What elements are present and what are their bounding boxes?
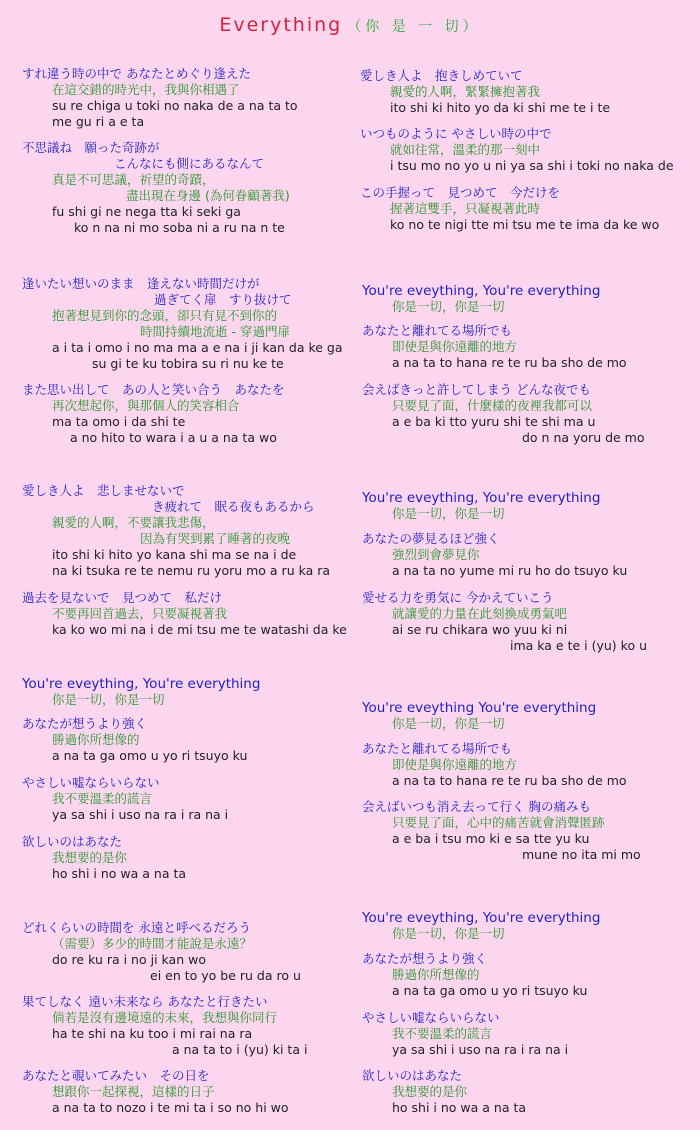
- lyric-stanza: [362, 531, 627, 579]
- lyric-romaji: ito shi ki hito yo kana shi ma se na i de: [52, 547, 297, 562]
- lyric-chinese: 我想要的是你: [52, 850, 128, 865]
- lyric-romaji: a na ta no yume mi ru ho do tsuyo ku: [392, 563, 628, 578]
- lyric-japanese: 果てしなく 遠い未来なら あなたと行きたい: [22, 994, 268, 1009]
- lyric-romaji: ho shi i no wa a na ta: [52, 866, 187, 881]
- lyric-chinese: 即使是與你遠離的地方: [392, 757, 518, 772]
- lyric-english: You're eveything, You're everything: [362, 910, 601, 926]
- lyric-japanese: き疲れて 眠る夜もあるから: [152, 499, 315, 514]
- lyric-romaji: ya sa shi i uso na ra i ra na i: [392, 1042, 569, 1057]
- lyric-stanza: [362, 951, 587, 999]
- lyric-japanese: いつものように やさしい時の中で: [360, 126, 552, 141]
- lyric-japanese: やさしい嘘ならいらない: [22, 775, 160, 790]
- lyric-chinese: （需要）多少的時間才能說是永遠？: [52, 936, 253, 951]
- lyric-romaji: a na ta to hana re te ru ba sho de mo: [392, 773, 627, 788]
- song-title: [0, 14, 700, 36]
- lyric-romaji: ha te shi na ku too i mi rai na ra: [52, 1026, 253, 1041]
- lyric-chinese: 勝過你所想像的: [52, 732, 140, 747]
- lyric-english: You're eveything, You're everything: [22, 676, 261, 692]
- lyric-romaji: ai se ru chikara wo yuu ki ni: [392, 622, 568, 637]
- lyric-stanza: [362, 490, 600, 522]
- lyric-japanese: あなたと離れてる場所でも: [362, 323, 513, 338]
- lyric-stanza: [22, 676, 260, 708]
- lyric-japanese: また思い出して あの人と笑い合う あなたを: [22, 382, 285, 397]
- lyric-chinese: 強烈到會夢見你: [392, 547, 480, 562]
- lyric-romaji: ko n na ni mo soba ni a ru na n te: [74, 220, 285, 235]
- lyric-chinese: 不要再回首過去，只要凝視著我: [52, 606, 228, 621]
- lyric-stanza: [22, 716, 247, 764]
- lyric-stanza: [362, 1068, 526, 1116]
- lyric-japanese: 愛しき人よ 抱きしめていて: [360, 68, 523, 83]
- lyric-stanza: [22, 994, 307, 1058]
- lyric-japanese: 会えばきっと許してしまう どんな夜でも: [362, 382, 591, 397]
- title-chinese: （你 是 一 切）: [347, 19, 481, 35]
- lyric-romaji: a no hito to wara i a u a na ta wo: [70, 430, 277, 445]
- lyric-romaji: do n na yoru de mo: [522, 430, 645, 445]
- lyric-chinese: 倘若是沒有邊境遠的未來，我想與你同行: [52, 1010, 278, 1025]
- lyric-stanza: [22, 590, 347, 638]
- lyric-japanese: 会えばいつも消え去って行く 胸の痛みも: [362, 799, 591, 814]
- lyric-stanza: [22, 382, 285, 446]
- lyric-japanese: すれ違う時の中で あなたとめぐり逢えた: [22, 66, 251, 81]
- lyric-romaji: su gi te ku tobira su ri nu ke te: [92, 356, 284, 371]
- lyric-stanza: [362, 1010, 568, 1058]
- lyric-chinese: 你是一切，你是一切: [392, 506, 505, 521]
- lyric-stanza: [22, 276, 343, 372]
- lyric-romaji: mune no ita mi mo: [522, 847, 641, 862]
- lyric-chinese: 親愛的人啊，不要讓我悲傷，: [52, 515, 215, 530]
- lyric-chinese: 你是一切，你是一切: [392, 716, 505, 731]
- lyric-chinese: 真是不可思議，祈望的奇蹟，: [52, 172, 215, 187]
- lyric-japanese: 逢いたい想いのまま 逢えない時間だけが: [22, 276, 260, 291]
- lyric-chinese: 就如往常，溫柔的那一刻中: [390, 142, 541, 157]
- lyric-stanza: [22, 1068, 289, 1116]
- lyric-romaji: fu shi gi ne nega tta ki seki ga: [52, 204, 241, 219]
- lyric-chinese: 盡出現在身邊 (為何眷顧著我): [126, 188, 290, 203]
- lyric-stanza: [362, 323, 627, 371]
- lyric-stanza: [22, 920, 301, 984]
- lyric-chinese: 再次想起你，與那個人的笑容相合: [52, 398, 240, 413]
- lyric-stanza: [362, 382, 645, 446]
- lyric-japanese: どれくらいの時間を 永遠と呼べるだろう: [22, 920, 251, 935]
- lyric-japanese: やさしい嘘ならいらない: [362, 1010, 500, 1025]
- lyric-japanese: あなたが想うより強く: [362, 951, 488, 966]
- lyric-romaji: ka ko wo mi na i de mi tsu me te watashi da ke: [52, 622, 347, 637]
- lyric-japanese: 過ぎてく扉 すり抜けて: [154, 292, 292, 307]
- lyric-chinese: 只要見了面，心中的痛苦就會消聲匿跡: [392, 815, 605, 830]
- lyric-chinese: 想跟你一起探視，這樣的日子: [52, 1084, 215, 1099]
- lyric-romaji: a na ta ga omo u yo ri tsuyo ku: [52, 748, 248, 763]
- lyric-romaji: su re chiga u toki no naka de a na ta to: [52, 98, 298, 113]
- lyric-stanza: [360, 185, 659, 233]
- lyric-japanese: 欲しいのはあなた: [362, 1068, 463, 1083]
- lyric-chinese: 我不要溫柔的謊言: [392, 1026, 493, 1041]
- lyric-romaji: ya sa shi i uso na ra i ra na i: [52, 807, 229, 822]
- lyric-english: You're eveything, You're everything: [362, 283, 601, 299]
- lyric-romaji: a e ba ki tto yuru shi te shi ma u: [392, 414, 596, 429]
- lyric-chinese: 你是一切，你是一切: [392, 299, 505, 314]
- lyric-romaji: me gu ri a e ta: [52, 114, 145, 129]
- lyric-romaji: na ki tsuka re te nemu ru yoru mo a ru ka ra: [52, 563, 331, 578]
- lyric-english: You're eveything You're everything: [362, 700, 597, 716]
- lyric-japanese: 過去を見ないで 見つめて 私だけ: [22, 590, 223, 605]
- title-english: Everything: [219, 14, 343, 36]
- lyric-chinese: 你是一切，你是一切: [52, 692, 165, 707]
- lyric-english: You're eveything, You're everything: [362, 490, 601, 506]
- lyric-chinese: 親愛的人啊，緊緊擁抱著我: [390, 84, 541, 99]
- lyric-romaji: ma ta omo i da shi te: [52, 414, 186, 429]
- lyric-stanza: [362, 590, 647, 654]
- lyric-stanza: [362, 910, 600, 942]
- lyric-romaji: ko no te nigi tte mi tsu me te ima da ke wo: [390, 217, 660, 232]
- lyric-stanza: [360, 126, 674, 174]
- lyric-chinese: 你是一切，你是一切: [392, 926, 505, 941]
- lyric-stanza: [362, 700, 596, 732]
- lyric-japanese: 愛しき人よ 悲しませないで: [22, 483, 185, 498]
- lyric-japanese: あなたと離れてる場所でも: [362, 741, 513, 756]
- lyric-chinese: 在這交錯的時光中，我與你相遇了: [52, 82, 240, 97]
- lyric-romaji: a na ta to nozo i te mi ta i so no hi wo: [52, 1100, 289, 1115]
- lyric-chinese: 我想要的是你: [392, 1084, 468, 1099]
- lyric-chinese: 時間持續地流逝 - 穿過門扉: [140, 324, 290, 339]
- lyric-japanese: あなたの夢見るほど強く: [362, 531, 500, 546]
- lyric-stanza: [22, 483, 330, 579]
- lyric-japanese: あなたが想うより強く: [22, 716, 148, 731]
- lyric-japanese: あなたと覗いてみたい その日を: [22, 1068, 210, 1083]
- lyric-romaji: ho shi i no wa a na ta: [392, 1100, 527, 1115]
- lyric-stanza: [22, 775, 228, 823]
- lyric-chinese: 抱著想見到你的念頭，卻只有見不到你的: [52, 308, 278, 323]
- lyric-japanese: この手握って 見つめて 今だけを: [360, 185, 561, 200]
- lyric-romaji: i tsu mo no yo u ni ya sa shi i toki no naka de: [390, 158, 674, 173]
- lyric-chinese: 我不要溫柔的謊言: [52, 791, 153, 806]
- lyric-romaji: a i ta i omo i no ma ma a e na i ji kan da ke ga: [52, 340, 343, 355]
- lyric-chinese: 即使是與你遠離的地方: [392, 339, 518, 354]
- lyric-japanese: 不思議ね 願った奇跡が: [22, 140, 160, 155]
- lyric-stanza: [362, 799, 641, 863]
- lyric-chinese: 勝過你所想像的: [392, 967, 480, 982]
- lyric-romaji: ima ka e te i (yu) ko u: [510, 638, 647, 653]
- lyric-stanza: [22, 834, 186, 882]
- lyric-stanza: [360, 68, 610, 116]
- lyric-chinese: 就讓愛的力量在此刻換成勇氣吧: [392, 606, 568, 621]
- lyric-japanese: こんなにも側にあるなんて: [114, 156, 265, 171]
- lyric-chinese: 握著這雙手，只凝視著此時: [390, 201, 541, 216]
- lyric-romaji: a na ta ga omo u yo ri tsuyo ku: [392, 983, 588, 998]
- lyric-japanese: 愛せる力を勇気に 今かえていこう: [362, 590, 554, 605]
- lyric-stanza: [362, 741, 627, 789]
- lyric-stanza: [22, 66, 298, 130]
- lyric-stanza: [22, 140, 290, 236]
- lyric-romaji: do re ku ra i no ji kan wo: [52, 952, 206, 967]
- lyric-japanese: 欲しいのはあなた: [22, 834, 123, 849]
- lyric-romaji: a e ba i tsu mo ki e sa tte yu ku: [392, 831, 590, 846]
- lyric-romaji: ito shi ki hito yo da ki shi me te i te: [390, 100, 611, 115]
- lyric-chinese: 只要見了面，什麼樣的夜裡我都可以: [392, 398, 593, 413]
- lyric-romaji: a na ta to i (yu) ki ta i: [172, 1042, 308, 1057]
- lyric-romaji: ei en to yo be ru da ro u: [150, 968, 301, 983]
- lyric-romaji: a na ta to hana re te ru ba sho de mo: [392, 355, 627, 370]
- lyric-stanza: [362, 283, 600, 315]
- lyric-chinese: 因為有哭到累了睡著的夜晚: [140, 531, 291, 546]
